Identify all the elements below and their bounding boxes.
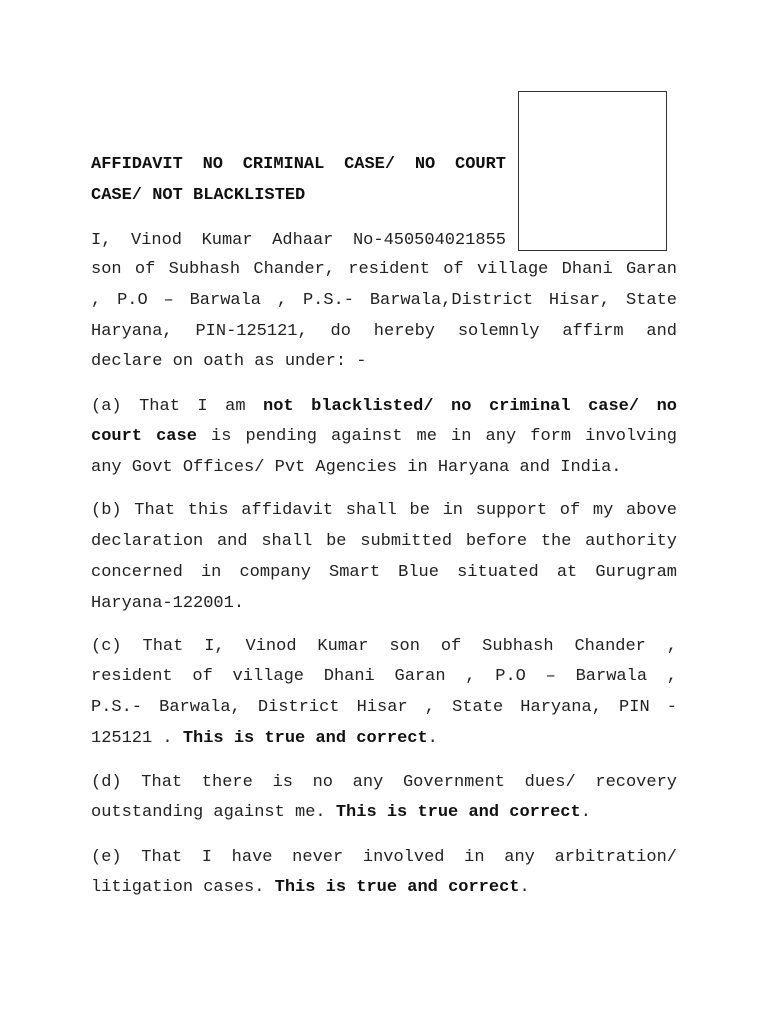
para-e-line-2-text: litigation cases.	[91, 878, 275, 897]
para-d-line-2-bold: This is true and correct	[335, 803, 581, 822]
para-e-line-1: (e) That I have never involved in any arbitration/	[91, 848, 677, 867]
para-a-line-3: any Govt Offices/ Pvt Agencies in Haryana and India.	[91, 458, 622, 477]
para-d-line-2	[91, 803, 591, 823]
para-b-line-4: Haryana-122001.	[91, 594, 245, 613]
para-a-line-2	[91, 427, 677, 447]
para-c-line-4-text: 125121 .	[91, 729, 183, 748]
para-b-line-2: declaration and shall be submitted before the authority	[91, 532, 677, 551]
para-e-line-2-end: .	[519, 878, 530, 897]
para-b-line-3: concerned in company Smart Blue situated at Gurugram	[91, 563, 677, 582]
para-d-line-2-end: .	[580, 803, 591, 822]
para-d-line-1: (d) That there is no any Government dues/ recovery	[91, 773, 677, 792]
para-c-line-1: (c) That I, Vinod Kumar son of Subhash Chander ,	[91, 637, 677, 656]
para-c-line-2: resident of village Dhani Garan , P.O – Barwala ,	[91, 667, 677, 686]
intro-line-1: I, Vinod Kumar Adhaar No-450504021855	[91, 231, 506, 250]
para-e-line-2	[91, 878, 530, 898]
intro-line-2: son of Subhash Chander, resident of village Dhani Garan	[91, 260, 677, 279]
para-a-line-2-bold: court case	[91, 427, 197, 446]
para-b-line-1: (b) That this affidavit shall be in support of my above	[91, 501, 677, 520]
photo-placeholder-box	[518, 91, 667, 251]
document-title-line-1: AFFIDAVIT NO CRIMINAL CASE/ NO COURT	[91, 155, 506, 174]
para-c-line-4-end: .	[427, 729, 438, 748]
para-c-line-4-bold: This is true and correct	[182, 729, 428, 748]
intro-line-5: declare on oath as under: -	[91, 352, 367, 371]
document-title-line-2: CASE/ NOT BLACKLISTED	[91, 186, 306, 205]
para-e-line-2-bold: This is true and correct	[274, 878, 520, 897]
para-d-line-2-text: outstanding against me.	[91, 803, 336, 822]
para-c-line-4	[91, 729, 438, 749]
para-c-line-3: P.S.- Barwala, District Hisar , State Haryana, PIN -	[91, 698, 677, 717]
para-a-line-1-bold: not blacklisted/ no criminal case/ no	[263, 397, 677, 416]
intro-line-4: Haryana, PIN-125121, do hereby solemnly affirm and	[91, 322, 677, 341]
para-a-line-2-text: is pending against me in any form involving	[196, 427, 677, 446]
para-a-line-1-text: (a) That I am	[91, 397, 264, 416]
para-a-line-1	[91, 397, 677, 417]
intro-line-3: , P.O – Barwala , P.S.- Barwala,District Hisar, State	[91, 291, 677, 310]
